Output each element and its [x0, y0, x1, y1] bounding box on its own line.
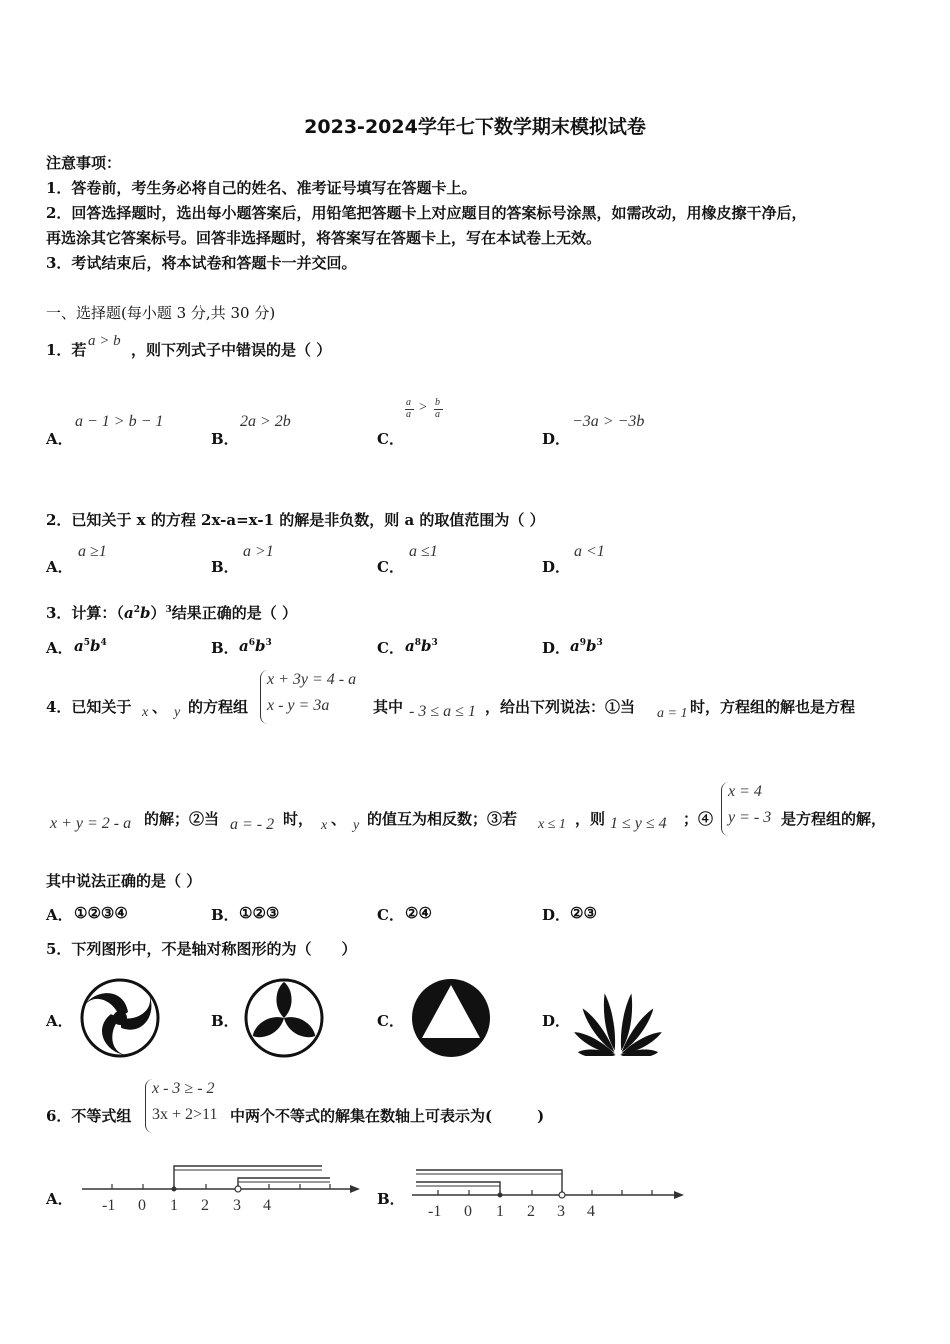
q4-sep: 、	[152, 698, 168, 716]
q6-eq1: x - 3 ≥ - 2	[152, 1080, 215, 1097]
q4-p4: ，给出下列说法：①当	[485, 698, 636, 716]
q6-p2: 中两个不等式的解集在数轴上可表示为( )	[230, 1107, 545, 1125]
q6-a-tick-6: 4	[263, 1197, 271, 1214]
q3-stem	[46, 602, 297, 623]
q6-option-b-number-line[interactable]	[408, 1160, 698, 1222]
q4-p10: ；④	[683, 810, 714, 828]
q4-line2-eq: x + y = 2 - a	[50, 815, 132, 832]
q1-label-b: B．	[211, 430, 239, 448]
q4-p11: 是方程组的解，	[781, 810, 887, 828]
q4-solution-system	[721, 782, 771, 836]
q4-p9: ，则	[575, 810, 606, 828]
q4-option-b[interactable]: ①②③	[239, 904, 280, 922]
q6-label-a: A．	[46, 1190, 73, 1208]
q3-b-be: 3	[265, 638, 272, 648]
q3-suffix: 结果正确的是（ ）	[171, 604, 297, 622]
notice-heading: 注意事项：	[46, 154, 122, 172]
q6-option-a-number-line[interactable]	[78, 1160, 368, 1220]
q3-c-ae: 8	[414, 638, 421, 648]
q1-label-d: D．	[542, 430, 571, 448]
q4-label-a: A．	[46, 906, 73, 924]
q6-b-tick-1: -1	[428, 1203, 442, 1220]
q3-expr-a: a	[123, 604, 134, 622]
q2-label-b: B．	[211, 558, 239, 576]
q3-expr-exp2: 2	[133, 605, 140, 615]
q5-label-b: B．	[211, 1012, 239, 1030]
section-heading: 一、选择题(每小题 3 分,共 30 分)	[46, 304, 276, 322]
q5-label-c: C．	[377, 1012, 404, 1030]
notice-item-1: 1．答卷前，考生务必将自己的姓名、准考证号填写在答题卡上。	[46, 179, 477, 197]
q4-line3: 其中说法正确的是（ ）	[46, 872, 202, 890]
q6-label-b: B．	[377, 1190, 405, 1208]
q2-label-a: A．	[46, 558, 73, 576]
q3-b-ae: 6	[248, 638, 255, 648]
q3-a-b: b	[90, 637, 101, 655]
q3-option-b[interactable]	[239, 637, 272, 655]
q3-a-a: a	[74, 637, 84, 655]
q3-expr-b: b	[139, 604, 151, 622]
q3-c-b: b	[421, 637, 432, 655]
q3-option-c[interactable]	[405, 637, 438, 655]
q2-option-b[interactable]: a >1	[243, 543, 274, 560]
page-title: 2023-2024学年七下数学期末模拟试卷	[304, 116, 646, 138]
q3-a-ae: 5	[83, 638, 90, 648]
q1-option-c[interactable]	[404, 396, 448, 428]
q3-prefix: 3．计算：（	[46, 604, 124, 622]
q6-b-tick-5: 3	[557, 1203, 565, 1220]
q5-option-b-three-leaf-figure[interactable]	[242, 976, 326, 1060]
q4-concl3: 1 ≤ y ≤ 4	[610, 815, 667, 832]
q5-option-a-swirl-figure[interactable]	[78, 976, 162, 1060]
q4-range: - 3 ≤ a ≤ 1	[409, 703, 476, 720]
q3-label-b: B．	[211, 639, 239, 657]
q4-cond3: x ≤ 1	[538, 817, 566, 832]
q3-label-d: D．	[542, 639, 571, 657]
q4-cond2: a = - 2	[230, 816, 275, 833]
q4-y: y	[174, 705, 181, 720]
q3-option-d[interactable]	[570, 637, 603, 655]
q4-p1: 4．已知关于	[46, 698, 132, 716]
q6-p1: 6．不等式组	[46, 1107, 132, 1125]
q5-label-d: D．	[542, 1012, 571, 1030]
q2-option-d[interactable]: a <1	[574, 543, 605, 560]
q6-a-tick-4: 2	[201, 1197, 209, 1214]
q4-label-c: C．	[377, 906, 404, 924]
q1-condition: a > b	[88, 333, 121, 349]
q4-p7: 时，	[283, 810, 314, 828]
q4-x2: x	[321, 818, 328, 833]
notice-item-2: 2．回答选择题时，选出每小题答案后，用铅笔把答题卡上对应题目的答案标号涂黑，如需改动，用橡皮擦干净后，	[46, 204, 807, 222]
q4-p8: 的值互为相反数；③若	[367, 810, 518, 828]
q1-c-num1: a	[406, 397, 411, 408]
q4-label-d: D．	[542, 906, 571, 924]
q3-d-a: a	[570, 637, 580, 655]
q4-sep2: 、	[331, 810, 347, 828]
q5-label-a: A．	[46, 1012, 73, 1030]
q3-b-a: a	[239, 637, 249, 655]
q4-sol1: x = 4	[728, 783, 762, 800]
q3-c-be: 3	[431, 638, 438, 648]
q1-c-num2: b	[435, 397, 440, 408]
q4-option-a[interactable]: ①②③④	[74, 904, 128, 922]
q4-label-b: B．	[211, 906, 239, 924]
q6-b-tick-2: 0	[464, 1203, 472, 1220]
notice-item-2-cont: 再选涂其它答案标号。回答非选择题时，将答案写在答题卡上，写在本试卷上无效。	[46, 229, 602, 247]
q4-equation-system	[260, 670, 356, 724]
q6-inequality-system	[145, 1079, 217, 1133]
q1-label-c: C．	[377, 430, 404, 448]
q2-stem: 2．已知关于 x 的方程 2x-a=x-1 的解是非负数，则 a 的取值范围为（ ）	[46, 511, 545, 529]
q6-b-tick-4: 2	[527, 1203, 535, 1220]
q2-option-c[interactable]: a ≤1	[409, 543, 438, 560]
q2-label-c: C．	[377, 558, 404, 576]
q4-p2: 的方程组	[188, 698, 249, 716]
q6-a-tick-1: -1	[102, 1197, 116, 1214]
q3-b-b: b	[255, 637, 266, 655]
q1-prefix: 1．若	[46, 341, 87, 359]
q5-stem: 5．下列图形中，不是轴对称图形的为（ ）	[46, 940, 357, 958]
q4-p5: 时，方程组的解也是方程	[690, 698, 856, 716]
q4-x: x	[142, 705, 149, 720]
q1-option-d[interactable]: −3a > −3b	[572, 413, 645, 430]
q1-suffix: ，则下列式子中错误的是（ ）	[131, 341, 332, 359]
q3-c-a: a	[405, 637, 415, 655]
q1-c-den2: a	[435, 409, 440, 420]
q3-d-be: 3	[596, 638, 603, 648]
q1-c-den1: a	[406, 409, 411, 420]
q3-d-ae: 9	[579, 638, 586, 648]
q2-option-a[interactable]: a ≥1	[78, 543, 107, 560]
q4-option-c[interactable]: ②④	[405, 904, 432, 922]
q4-sol2: y = - 3	[728, 809, 772, 826]
q3-expr-exp3: 3	[165, 605, 172, 615]
q1-label-a: A．	[46, 430, 73, 448]
q3-label-a: A．	[46, 639, 73, 657]
q4-option-d[interactable]: ②③	[570, 904, 597, 922]
q3-close: ）	[150, 604, 166, 622]
q4-eq2: x - y = 3a	[267, 697, 330, 714]
q3-label-c: C．	[377, 639, 404, 657]
q6-b-tick-3: 1	[496, 1203, 504, 1220]
q4-eq1: x + 3y = 4 - a	[267, 671, 357, 688]
q1-option-a[interactable]: a − 1 > b − 1	[75, 413, 164, 430]
q6-a-tick-5: 3	[233, 1197, 241, 1214]
q3-option-a[interactable]	[74, 637, 107, 655]
q4-p6: 的解；②当	[144, 810, 220, 828]
q1-c-gt: >	[419, 400, 427, 415]
q5-option-d-petal-logo-figure[interactable]	[572, 984, 664, 1056]
q6-a-tick-2: 0	[138, 1197, 146, 1214]
q5-option-c-triangle-in-circle-figure[interactable]	[409, 976, 493, 1060]
q3-a-be: 4	[100, 638, 107, 648]
q3-d-b: b	[586, 637, 597, 655]
q6-a-tick-3: 1	[170, 1197, 178, 1214]
q6-b-tick-6: 4	[587, 1203, 595, 1220]
notice-item-3: 3．考试结束后，将本试卷和答题卡一并交回。	[46, 254, 357, 272]
q2-label-d: D．	[542, 558, 571, 576]
q1-option-b[interactable]: 2a > 2b	[240, 413, 291, 430]
q4-y2: y	[353, 818, 360, 833]
q6-eq2: 3x + 2>11	[152, 1106, 218, 1123]
q4-p3: 其中	[373, 698, 404, 716]
q4-cond1: a = 1	[657, 706, 688, 721]
